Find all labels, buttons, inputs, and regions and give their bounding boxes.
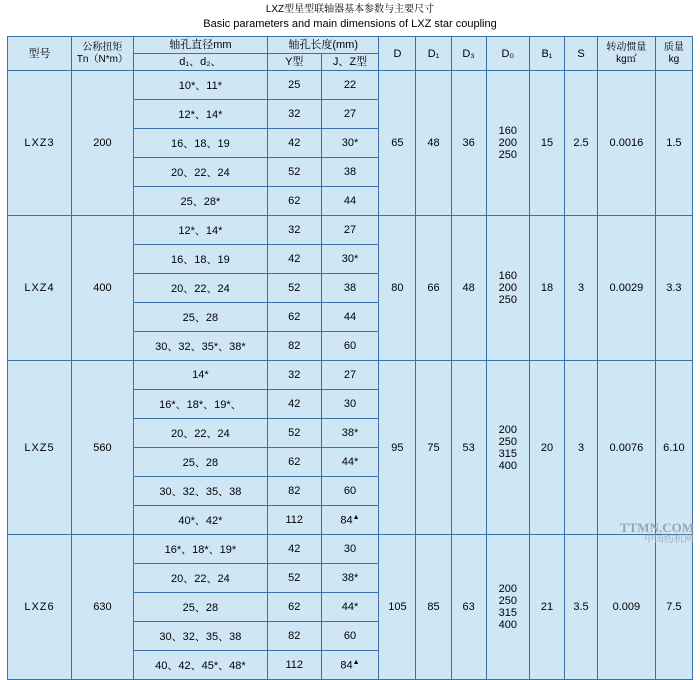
cell-D: 80: [379, 216, 416, 361]
cell-bore-length-jz: 27: [321, 216, 379, 245]
table-row: [8, 535, 693, 564]
cell-bore-diameter: 40*、42*: [133, 506, 267, 535]
header-mass: [655, 37, 692, 71]
header-D1: D₁: [416, 37, 451, 71]
header-bore-length-y: Y型: [267, 54, 321, 71]
cell-model: LXZ5: [8, 361, 72, 535]
cell-D: 105: [379, 535, 416, 680]
cell-B1: 18: [529, 216, 564, 361]
cell-D3: 53: [451, 361, 486, 535]
cell-bore-length-jz: 84▲: [321, 651, 379, 680]
cell-bore-length-y: 82: [267, 622, 321, 651]
cell-moment-of-inertia: 0.009: [598, 535, 656, 680]
cell-bore-length-y: 32: [267, 216, 321, 245]
cell-bore-diameter: 20、22、24: [133, 274, 267, 303]
cell-bore-length-y: 62: [267, 593, 321, 622]
watermark-line2: 中国纺机网: [644, 534, 694, 545]
cell-bore-length-y: 52: [267, 564, 321, 593]
header-bore-length-jz: J、Z型: [321, 54, 379, 71]
cell-bore-length-jz: 38: [321, 158, 379, 187]
cell-bore-length-y: 42: [267, 245, 321, 274]
title-block: [0, 0, 700, 32]
header-D: D: [379, 37, 416, 71]
cell-bore-length-y: 62: [267, 303, 321, 332]
cell-bore-length-jz: 44*: [321, 593, 379, 622]
header-B1: B₁: [529, 37, 564, 71]
cell-B1: 20: [529, 361, 564, 535]
cell-D0: 160 200 250: [486, 71, 529, 216]
page-title-cn: LXZ型星型联轴器基本参数与主要尺寸: [265, 4, 435, 15]
cell-D3: 48: [451, 216, 486, 361]
header-inertia-line1: 转动惯量: [606, 41, 647, 53]
header-bore-diameter-sub: d₁、d₂、: [133, 54, 267, 71]
triangle-mark-icon: ▲: [352, 513, 360, 521]
table-row: [8, 71, 693, 100]
cell-bore-length-y: 32: [267, 361, 321, 390]
cell-D0: 200 250 315 400: [486, 361, 529, 535]
cell-bore-length-y: 52: [267, 158, 321, 187]
header-bore-diameter: 轴孔直径mm: [133, 37, 267, 54]
cell-bore-length-y: 112: [267, 651, 321, 680]
cell-bore-length-y: 62: [267, 187, 321, 216]
cell-bore-length-y: 42: [267, 390, 321, 419]
cell-D1: 48: [416, 71, 451, 216]
cell-bore-length-jz: 84▲: [321, 506, 379, 535]
cell-bore-diameter: 16*、18*、19*: [133, 535, 267, 564]
parameters-table: [7, 36, 693, 680]
cell-bore-length-y: 42: [267, 535, 321, 564]
cell-bore-length-jz: 30*: [321, 129, 379, 158]
cell-bore-length-jz: 44: [321, 303, 379, 332]
cell-bore-length-jz: 44: [321, 187, 379, 216]
cell-mass: 7.5: [655, 535, 692, 680]
header-D0: D₀: [486, 37, 529, 71]
triangle-mark-icon: ▲: [352, 658, 360, 666]
header-model: 型号: [8, 37, 72, 71]
header-moment-of-inertia: [598, 37, 656, 71]
table-row: [8, 216, 693, 245]
cell-mass: 6.10: [655, 361, 692, 535]
cell-bore-length-y: 42: [267, 129, 321, 158]
cell-model: LXZ3: [8, 71, 72, 216]
cell-bore-diameter: 30、32、35*、38*: [133, 332, 267, 361]
cell-bore-length-y: 32: [267, 100, 321, 129]
cell-mass: 3.3: [655, 216, 692, 361]
header-nominal-torque-line1: 公称扭矩: [82, 41, 123, 53]
cell-D: 65: [379, 71, 416, 216]
cell-D0: 200 250 315 400: [486, 535, 529, 680]
cell-nominal-torque: 400: [71, 216, 133, 361]
cell-bore-length-jz: 38: [321, 274, 379, 303]
cell-bore-length-jz: 27: [321, 100, 379, 129]
cell-model: LXZ6: [8, 535, 72, 680]
cell-model: LXZ4: [8, 216, 72, 361]
header-bore-length: 轴孔长度(mm): [267, 37, 378, 54]
cell-D1: 66: [416, 216, 451, 361]
cell-bore-diameter: 25、28: [133, 448, 267, 477]
cell-B1: 21: [529, 535, 564, 680]
cell-S: 3: [565, 361, 598, 535]
cell-bore-length-jz: 30*: [321, 245, 379, 274]
cell-D1: 75: [416, 361, 451, 535]
cell-moment-of-inertia: 0.0016: [598, 71, 656, 216]
cell-bore-diameter: 20、22、24: [133, 419, 267, 448]
header-nominal-torque-line2: Tn（N*m）: [76, 53, 128, 65]
cell-bore-length-y: 112: [267, 506, 321, 535]
cell-bore-diameter: 40、42、45*、48*: [133, 651, 267, 680]
cell-bore-length-jz: 60: [321, 477, 379, 506]
cell-bore-length-y: 52: [267, 274, 321, 303]
table-header-row-1: [8, 37, 693, 54]
cell-bore-length-jz: 38*: [321, 564, 379, 593]
cell-D1: 85: [416, 535, 451, 680]
cell-D3: 63: [451, 535, 486, 680]
cell-bore-length-jz: 22: [321, 71, 379, 100]
cell-bore-diameter: 25、28: [133, 593, 267, 622]
cell-moment-of-inertia: 0.0029: [598, 216, 656, 361]
cell-bore-diameter: 30、32、35、38: [133, 622, 267, 651]
header-inertia-line2: kg㎡: [616, 53, 637, 65]
header-mass-line2: kg: [668, 53, 680, 65]
cell-D3: 36: [451, 71, 486, 216]
cell-bore-length-y: 52: [267, 419, 321, 448]
cell-D: 95: [379, 361, 416, 535]
cell-bore-diameter: 25、28*: [133, 187, 267, 216]
cell-bore-diameter: 16、18、19: [133, 245, 267, 274]
cell-bore-length-jz: 60: [321, 332, 379, 361]
cell-bore-diameter: 12*、14*: [133, 100, 267, 129]
table-row: [8, 361, 693, 390]
table-body: [8, 71, 693, 680]
cell-S: 3.5: [565, 535, 598, 680]
header-nominal-torque: [71, 37, 133, 71]
cell-bore-length-jz: 60: [321, 622, 379, 651]
cell-S: 2.5: [565, 71, 598, 216]
cell-bore-diameter: 25、28: [133, 303, 267, 332]
header-mass-line1: 质量: [663, 41, 684, 53]
cell-moment-of-inertia: 0.0076: [598, 361, 656, 535]
cell-S: 3: [565, 216, 598, 361]
cell-bore-diameter: 16、18、19: [133, 129, 267, 158]
cell-bore-length-jz: 38*: [321, 419, 379, 448]
cell-mass: 1.5: [655, 71, 692, 216]
cell-bore-diameter: 10*、11*: [133, 71, 267, 100]
cell-nominal-torque: 560: [71, 361, 133, 535]
cell-B1: 15: [529, 71, 564, 216]
header-D3: D₃: [451, 37, 486, 71]
cell-bore-diameter: 12*、14*: [133, 216, 267, 245]
cell-bore-length-jz: 30: [321, 390, 379, 419]
cell-bore-length-jz: 30: [321, 535, 379, 564]
cell-nominal-torque: 630: [71, 535, 133, 680]
cell-bore-diameter: 20、22、24: [133, 158, 267, 187]
cell-bore-length-y: 82: [267, 332, 321, 361]
cell-bore-diameter: 16*、18*、19*、: [133, 390, 267, 419]
cell-bore-length-y: 62: [267, 448, 321, 477]
cell-bore-length-y: 82: [267, 477, 321, 506]
watermark-line1: TTMN.COM: [619, 520, 694, 535]
cell-bore-length-jz: 27: [321, 361, 379, 390]
cell-D0: 160 200 250: [486, 216, 529, 361]
header-S: S: [565, 37, 598, 71]
cell-bore-length-jz: 44*: [321, 448, 379, 477]
cell-bore-diameter: 14*: [133, 361, 267, 390]
cell-bore-diameter: 20、22、24: [133, 564, 267, 593]
page-title-en: Basic parameters and main dimensions of LXZ star coupling: [203, 18, 497, 30]
cell-bore-diameter: 30、32、35、38: [133, 477, 267, 506]
cell-nominal-torque: 200: [71, 71, 133, 216]
cell-bore-length-y: 25: [267, 71, 321, 100]
